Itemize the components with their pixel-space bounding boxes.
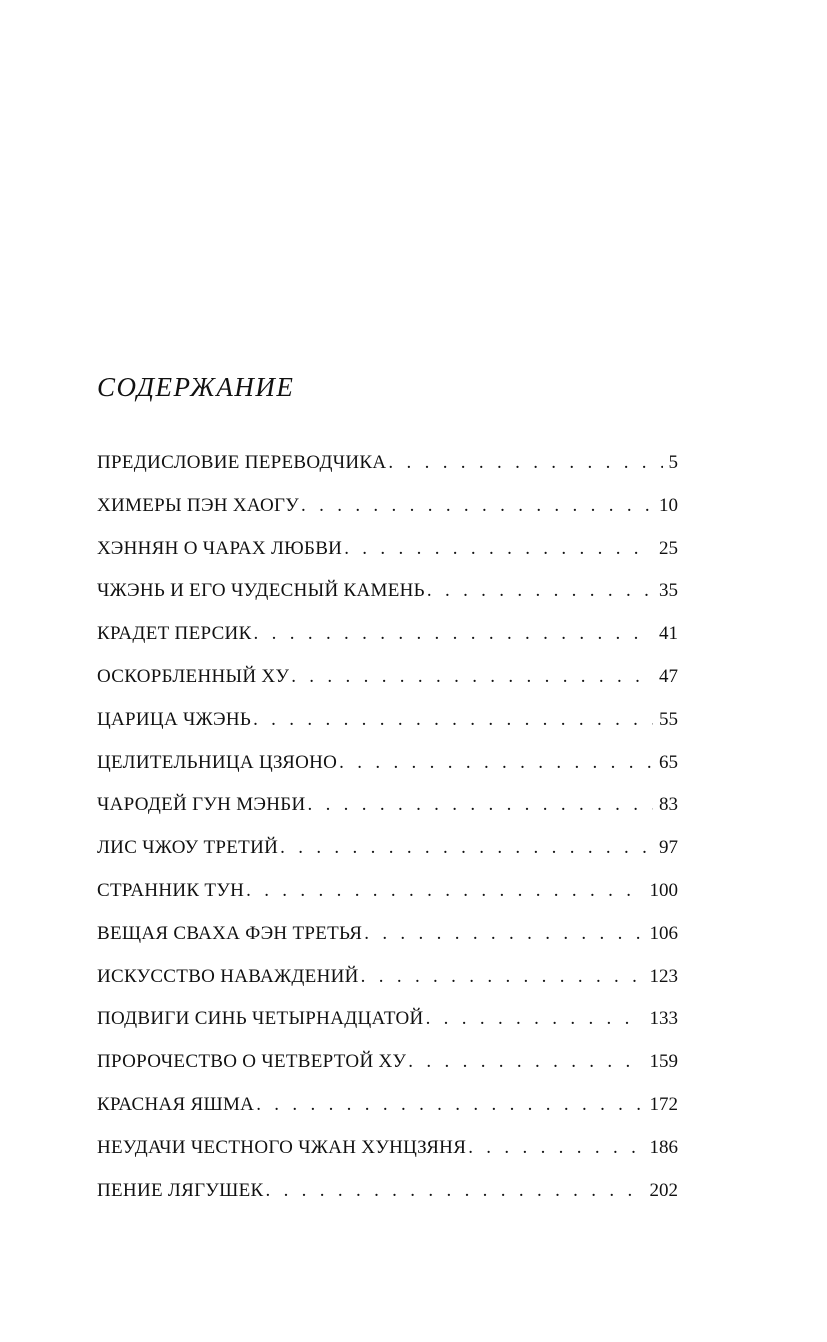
toc-entry-title: ЛИС ЧЖОУ ТРЕТИЙ [97,837,279,859]
toc-page-number: 35 [659,580,678,602]
dot-leader [265,1180,643,1202]
toc-entry[interactable] [97,966,678,1009]
toc-entry-title: СТРАННИК ТУН [97,879,245,901]
toc-entry[interactable] [97,1051,678,1094]
toc-entry[interactable] [97,1094,678,1137]
toc-page-number: 5 [668,452,678,473]
dot-leader [344,538,653,560]
dot-leader [291,666,653,688]
toc-entry-title: КРАДЕТ ПЕРСИК [97,623,252,645]
toc-entry-title: ОСКОРБЛЕННЫЙ ХУ [97,665,290,687]
toc-entry[interactable] [97,752,678,795]
toc-entry[interactable] [97,794,678,837]
toc-entry-title: КРАСНАЯ ЯШМА [97,1093,255,1115]
toc-entry-title: ПРОРОЧЕСТВО О ЧЕТВЕРТОЙ ХУ [97,1051,407,1073]
toc-entry-title: ЧАРОДЕЙ ГУН МЭНБИ [97,794,306,816]
dot-leader [468,1137,643,1159]
dot-leader [427,580,653,602]
toc-entry[interactable] [97,837,678,880]
toc-entry[interactable] [97,580,678,623]
dot-leader [307,794,653,816]
toc-entry[interactable] [97,623,678,666]
toc-entry-title: ЧЖЭНЬ И ЕГО ЧУДЕСНЫЙ КАМЕНЬ [97,580,425,602]
toc-page-number: 10 [659,494,678,516]
toc-entry-title: ПОДВИГИ СИНЬ ЧЕТЫРНАДЦАТОЙ [97,1008,424,1030]
toc-page-number: 133 [649,1008,678,1030]
dot-leader [364,923,643,945]
dot-leader [256,1094,643,1116]
toc-entry[interactable] [97,1008,678,1051]
toc-page-number: 25 [659,537,678,559]
toc-entry-title: ПРЕДИСЛОВИЕ ПЕРЕВОДЧИКА [97,452,387,473]
toc-page-number: 97 [659,837,678,859]
toc-page-number: 41 [659,623,678,645]
toc-entry-title: ХЭННЯН О ЧАРАХ ЛЮБВИ [97,537,343,559]
toc-entry[interactable] [97,709,678,752]
toc-entry[interactable] [97,495,678,538]
table-of-contents-heading: СОДЕРЖАНИЕ [97,372,295,402]
toc-page-number: 47 [659,665,678,687]
toc-entry[interactable] [97,666,678,709]
dot-leader [426,1008,644,1030]
dot-leader [254,623,653,645]
dot-leader [388,452,662,474]
toc-page-number: 65 [659,751,678,773]
toc-entry-title: ВЕЩАЯ СВАХА ФЭН ТРЕТЬЯ [97,922,363,944]
toc-entry[interactable] [97,923,678,966]
toc-page-number: 83 [659,794,678,816]
toc-page-number: 172 [649,1093,678,1115]
table-of-contents-list [97,452,678,1222]
toc-entry[interactable] [97,1180,678,1223]
toc-entry-title: ЦАРИЦА ЧЖЭНЬ [97,708,252,730]
toc-page-number: 100 [649,879,678,901]
dot-leader [339,752,653,774]
dot-leader [253,709,653,731]
toc-entry[interactable] [97,880,678,923]
toc-entry[interactable] [97,1137,678,1180]
toc-page-number: 159 [649,1051,678,1073]
toc-page-number: 186 [649,1136,678,1158]
toc-entry-title: НЕУДАЧИ ЧЕСТНОГО ЧЖАН ХУНЦЗЯНЯ [97,1136,467,1158]
toc-page-number: 123 [649,965,678,987]
dot-leader [280,837,653,859]
toc-page-number: 55 [659,708,678,730]
dot-leader [408,1051,643,1073]
toc-entry-title: ПЕНИЕ ЛЯГУШЕК [97,1179,264,1201]
dot-leader [246,880,643,902]
dot-leader [301,495,653,517]
toc-entry-title: ХИМЕРЫ ПЭН ХАОГУ [97,494,300,516]
toc-entry[interactable] [97,538,678,581]
toc-entry[interactable] [97,452,678,495]
toc-entry-title: ЦЕЛИТЕЛЬНИЦА ЦЗЯОНО [97,751,338,773]
toc-page-number: 106 [649,922,678,944]
toc-entry-title: ИСКУССТВО НАВАЖДЕНИЙ [97,965,359,987]
toc-page-number: 202 [649,1179,678,1201]
dot-leader [361,966,644,988]
